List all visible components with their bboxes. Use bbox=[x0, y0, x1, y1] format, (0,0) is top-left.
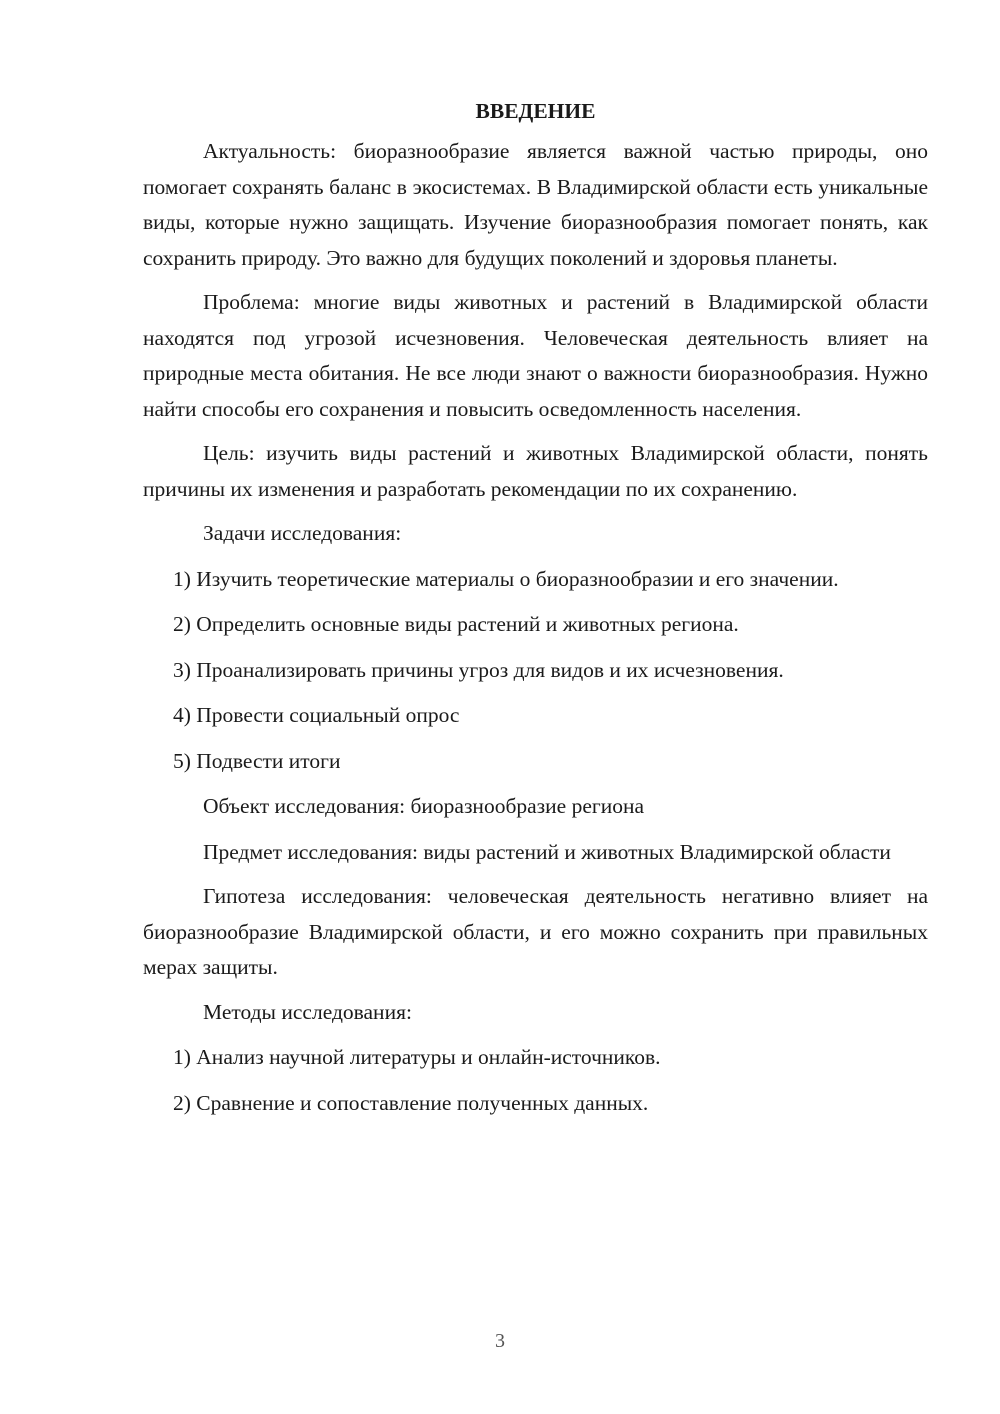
subject-paragraph: Предмет исследования: виды растений и животных Владимирской области bbox=[203, 839, 891, 864]
task-item: 2) Определить основные виды растений и животных региона. bbox=[173, 612, 739, 636]
methods-heading: Методы исследования: bbox=[203, 999, 412, 1024]
task-item: 5) Подвести итоги bbox=[173, 748, 341, 773]
problem-paragraph: Проблема: многие виды животных и растений в Владимирской области находятся под угрозой исчезновения. Человеческая деятельность влияет на природные места обитания. Не все люди знают о важности биоразнообразия. Нужно найти способы его сохранения и повысить осведомленность населения. bbox=[143, 290, 928, 421]
method-item: 2) Сравнение и сопоставление полученных данных. bbox=[173, 1090, 649, 1115]
section-title: ВВЕДЕНИЕ bbox=[475, 99, 596, 123]
task-item: 3) Проанализировать причины угроз для видов и их исчезновения. bbox=[173, 657, 784, 682]
task-item: 1) Изучить теоретические материалы о биоразнообразии и его значении. bbox=[173, 566, 839, 591]
goal-paragraph: Цель: изучить виды растений и животных Владимирской области, понять причины их изменения и разработать рекомендации по их сохранению. bbox=[143, 441, 928, 501]
document-page bbox=[143, 94, 928, 1131]
method-item: 1) Анализ научной литературы и онлайн-источников. bbox=[173, 1045, 661, 1069]
relevance-paragraph: Актуальность: биоразнообразие является важной частью природы, оно помогает сохранять баланс в экосистемах. В Владимирской области есть уникальные виды, которые нужно защищать. Изучение биоразнообразия помогает понять, как сохранить природу. Это важно для будущих поколений и здоровья планеты. bbox=[143, 139, 928, 270]
object-paragraph: Объект исследования: биоразнообразие региона bbox=[203, 794, 645, 818]
hypothesis-paragraph: Гипотеза исследования: человеческая деятельность негативно влияет на биоразнообразие Владимирской области, и его можно сохранить при правильных мерах защиты. bbox=[143, 884, 928, 979]
page-number: 3 bbox=[495, 1330, 505, 1352]
tasks-heading: Задачи исследования: bbox=[203, 521, 402, 545]
task-item: 4) Провести социальный опрос bbox=[173, 703, 460, 727]
